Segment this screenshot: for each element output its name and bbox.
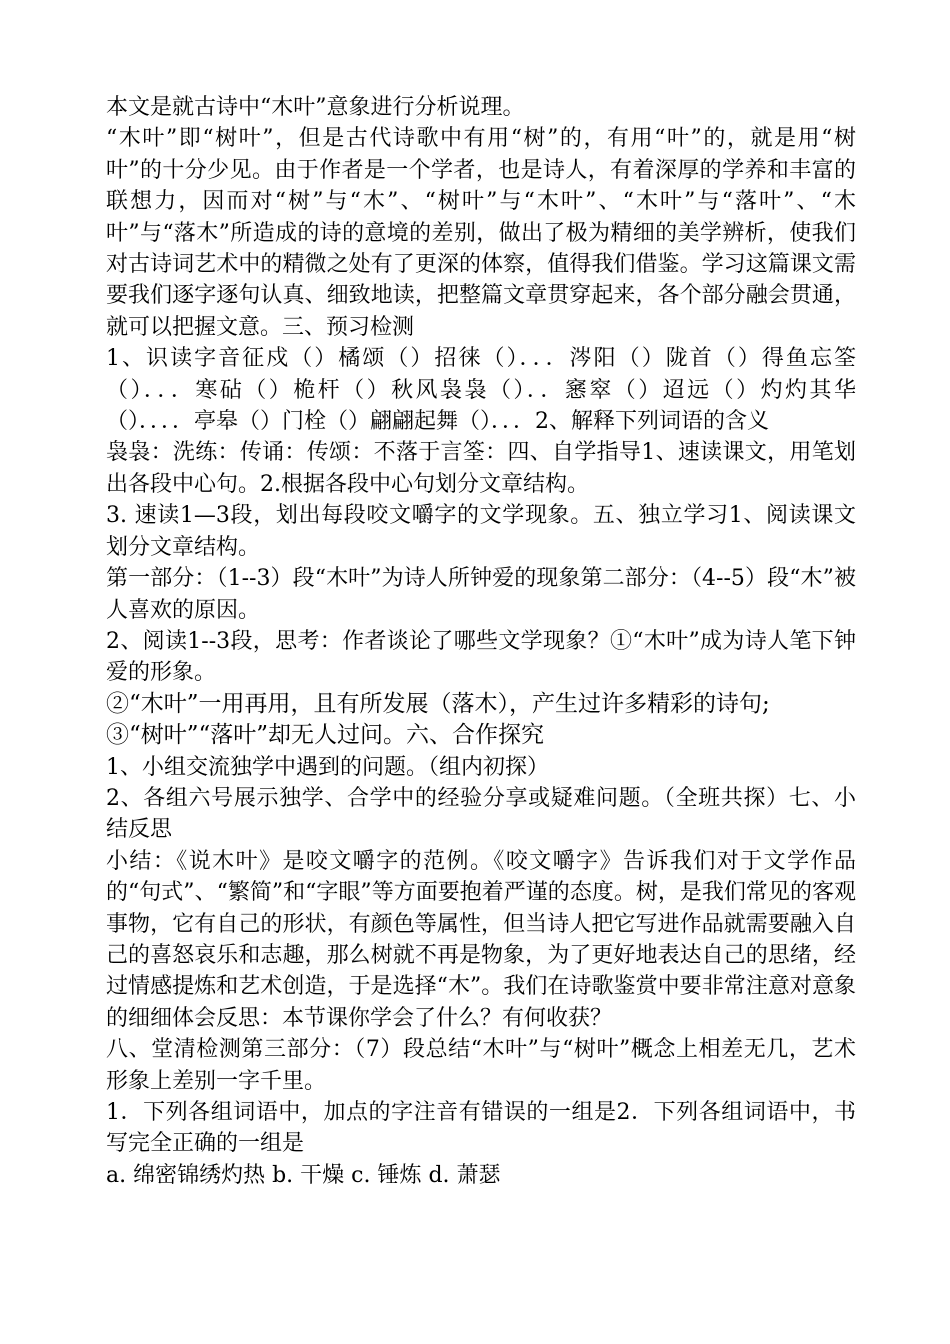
answer-options: a. 绵密锦绣灼热 b. 干燥 c. 锤炼 d. 萧瑟 [106,1162,501,1188]
point-three: ③“树叶”“落叶”却无人过问。六、合作探究 [106,722,545,749]
word-meaning-exercise: 袅袅：洗练：传诵：传颂：不落于言筌：四、自学指导1、速读课文，用笔划出各段中心句。2.根据各段中心句划分文章结构。 [106,440,856,497]
summary-paragraph: “木叶”即“树叶”，但是古代诗歌中有用“树”的，有用“叶”的，就是用“树叶”的十分少见。由于作者是一个学者，也是诗人，有着深厚的学养和丰富的联想力，因而对“树”与“木”、“树叶”与“木叶”、“木叶”与“落叶”、“木叶”与“落木”所造成的诗的意境的差别，做出了极为精细的美学辨析，使我们对古诗词艺术中的精微之处有了更深的体察，值得我们借鉴。学习这篇课文需要我们逐字逐句认真、细致地读，把整篇文章贯穿起来，各个部分融会贯通，就可以把握文意。三、预习检测 [106,126,856,340]
pronunciation-exercise: 1、识读字音征戍（）橘颂（）招徕（）．．．涔阳（）陇首（）得鱼忘筌（）．．．寒砧（）桅杆（）秋风袅袅（）．．窸窣（）迢远（）灼灼其华（）．．．．亭皋（）门栓（）翩翩起舞（）．．．2、解释下列词语的含义 [106,346,856,435]
document-page [106,92,856,1191]
group-discussion: 1、小组交流独学中遇到的问题。（组内初探） [106,754,549,780]
point-two: ②“木叶”一用再用，且有所发展（落木），产生过许多精彩的诗句; [106,690,770,717]
group-presentation: 2、各组六号展示独学、合学中的经验分享或疑难问题。（全班共探）七、小结反思 [106,785,856,843]
test-questions: 1．下列各组词语中，加点的字注音有错误的一组是2．下列各组词语中，书写完全正确的一组是 [106,1100,856,1157]
summary-reflection: 小结：《说木叶》是咬文嚼字的范例。《咬文嚼字》告诉我们对于文学作品的“句式”、“繁简”和“字眼”等方面要抱着严谨的态度。树，是我们常见的客观事物，它有自己的形状，有颜色等属性，但当诗人把它写进作品就需要融入自己的喜怒哀乐和志趣，那么树就不再是物象，为了更好地表达自己的思绪，经过情感提炼和艺术创造，于是选择“木”。我们在诗歌鉴赏中要非常注意对意象的细细体会反思：本节课你学会了什么？有何收获？ [106,848,856,1031]
structure-part-one: 第一部分：（1--3）段“木叶”为诗人所钟爱的现象第二部分：（4--5）段“木”被人喜欢的原因。 [106,566,856,623]
intro-line: 本文是就古诗中“木叶”意象进行分析说理。 [106,95,525,120]
speed-reading-task: 3. 速读1—3段，划出每段咬文嚼字的文学现象。五、独立学习1、阅读课文划分文章结构。 [106,503,856,560]
in-class-test: 八、堂清检测第三部分：（7）段总结“木叶”与“树叶”概念上相差无几，艺术形象上差别一字千里。 [106,1037,856,1094]
reading-question: 2、阅读1--3段，思考：作者谈论了哪些文学现象？①“木叶”成为诗人笔下钟爱的形象。 [106,628,856,686]
